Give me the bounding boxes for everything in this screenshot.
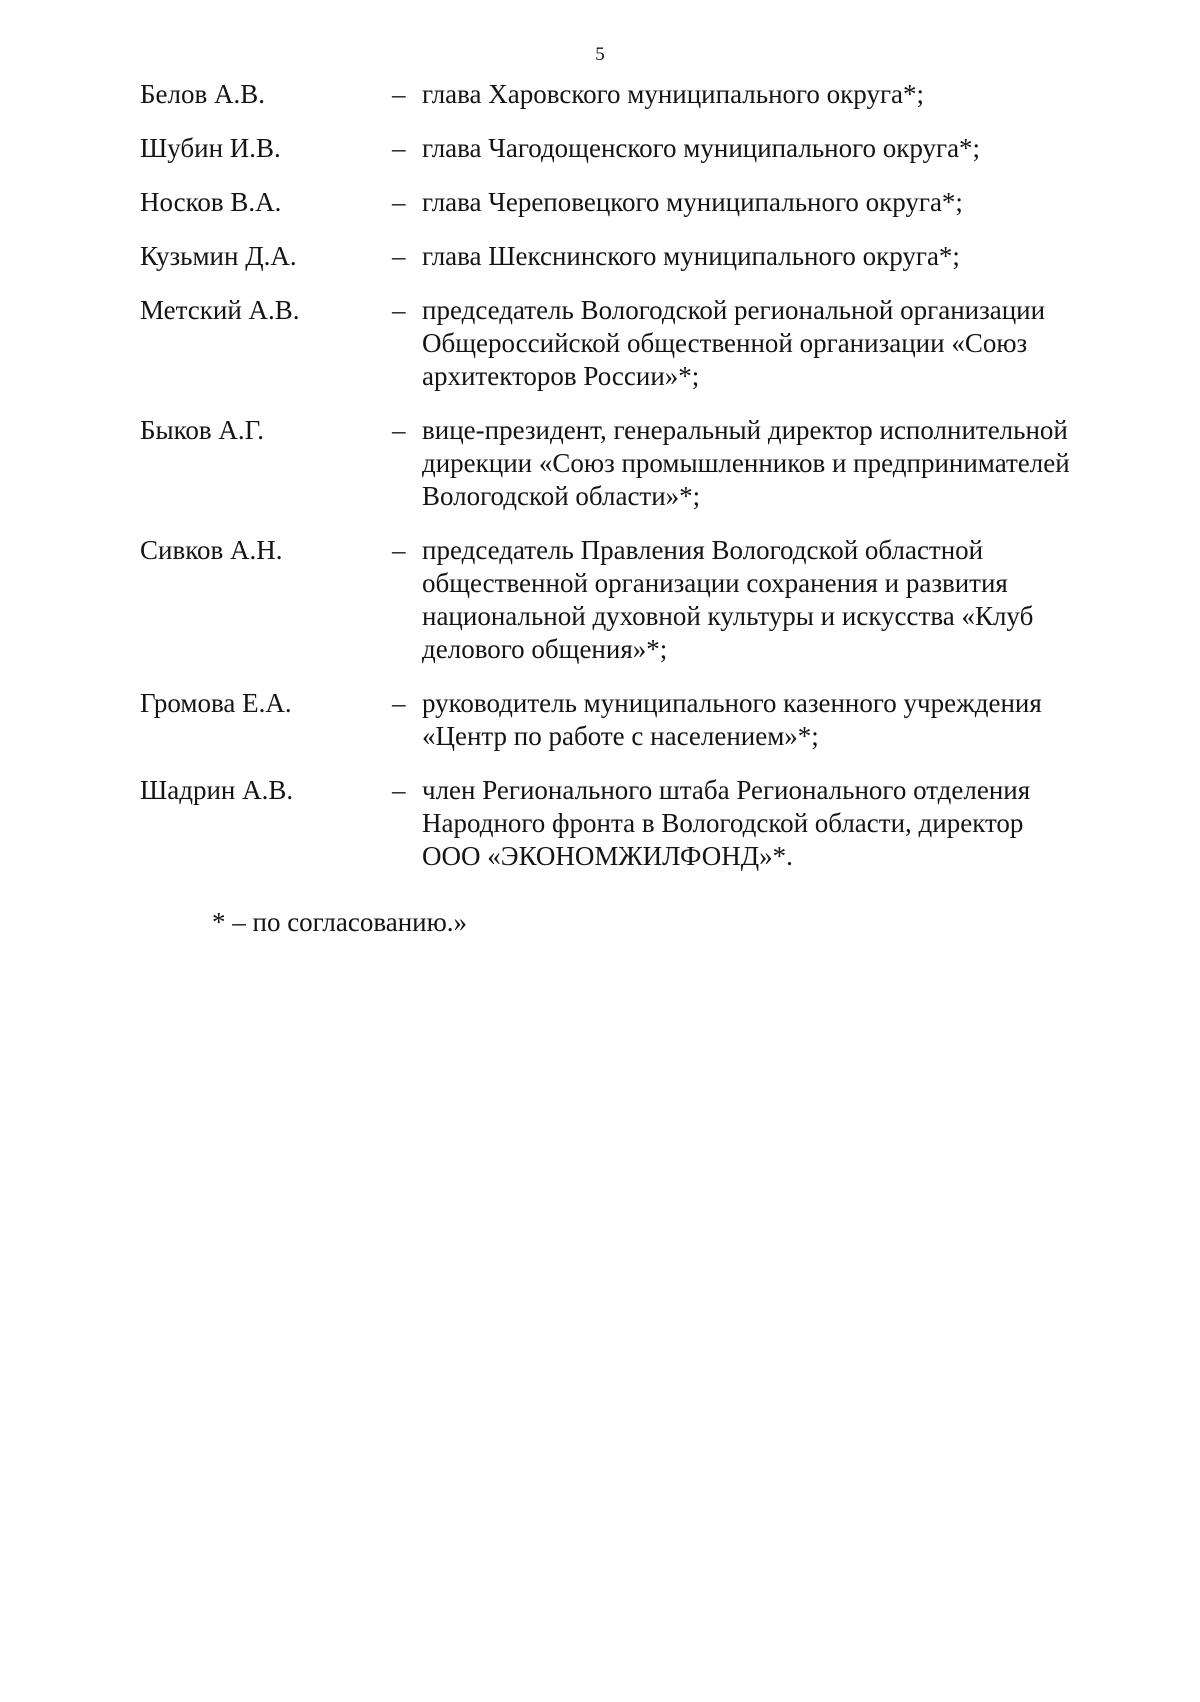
member-name: Быков А.Г. [140,415,264,445]
member-role [422,186,1134,219]
role-line: глава Харовского муниципального округа*; [422,79,925,109]
member-name: Шубин И.В. [140,133,281,163]
role-line: архитекторов России»*; [422,361,700,391]
role-line: Вологодской области»*; [422,481,701,511]
member-role [422,294,1134,393]
role-line: ООО «ЭКОНОМЖИЛФОНД»*. [422,841,793,871]
role-line: глава Череповецкого муниципального округа*; [422,187,963,217]
role-line: руководитель муниципального казенного учреждения [422,688,1042,718]
member-dash: – [392,187,406,217]
member-name: Белов А.В. [140,79,265,109]
role-line: Народного фронта в Вологодской области, директор [422,808,1024,838]
member-role [422,687,1134,753]
role-line: председатель Вологодской региональной организации [422,295,1046,325]
role-line: председатель Правления Вологодской областной [422,535,984,565]
member-role [422,240,1134,273]
member-dash: – [392,415,406,445]
member-dash: – [392,775,406,805]
page-number: 5 [595,44,605,65]
role-line: делового общения»*; [422,634,668,664]
member-name: Сивков А.Н. [140,535,283,565]
role-line: национальной духовной культуры и искусства «Клуб [422,601,1034,631]
member-name: Громова Е.А. [140,688,292,718]
member-name: Метский А.В. [140,295,300,325]
member-name: Шадрин А.В. [140,775,294,805]
role-line: дирекции «Союз промышленников и предпринимателей [422,448,1070,478]
member-role [422,774,1134,873]
member-dash: – [392,241,406,271]
member-role [422,132,1134,165]
member-dash: – [392,688,406,718]
member-name: Кузьмин Д.А. [140,241,297,271]
member-dash: – [392,79,406,109]
role-line: глава Шекснинского муниципального округа*; [422,241,960,271]
member-dash: – [392,295,406,325]
member-role [422,78,1134,111]
role-line: «Центр по работе с населением»*; [422,721,819,751]
footnote: * – по согласованию.» [212,907,468,937]
member-role [422,534,1134,666]
member-dash: – [392,133,406,163]
role-line: глава Чагодощенского муниципального округа*; [422,133,981,163]
member-name: Носков В.А. [140,187,282,217]
member-role [422,414,1134,513]
role-line: общественной организации сохранения и развития [422,568,1008,598]
role-line: Общероссийской общественной организации «Союз [422,328,1028,358]
member-dash: – [392,535,406,565]
role-line: вице-президент, генеральный директор исполнительной [422,415,1068,445]
role-line: член Регионального штаба Регионального отделения [422,775,1031,805]
